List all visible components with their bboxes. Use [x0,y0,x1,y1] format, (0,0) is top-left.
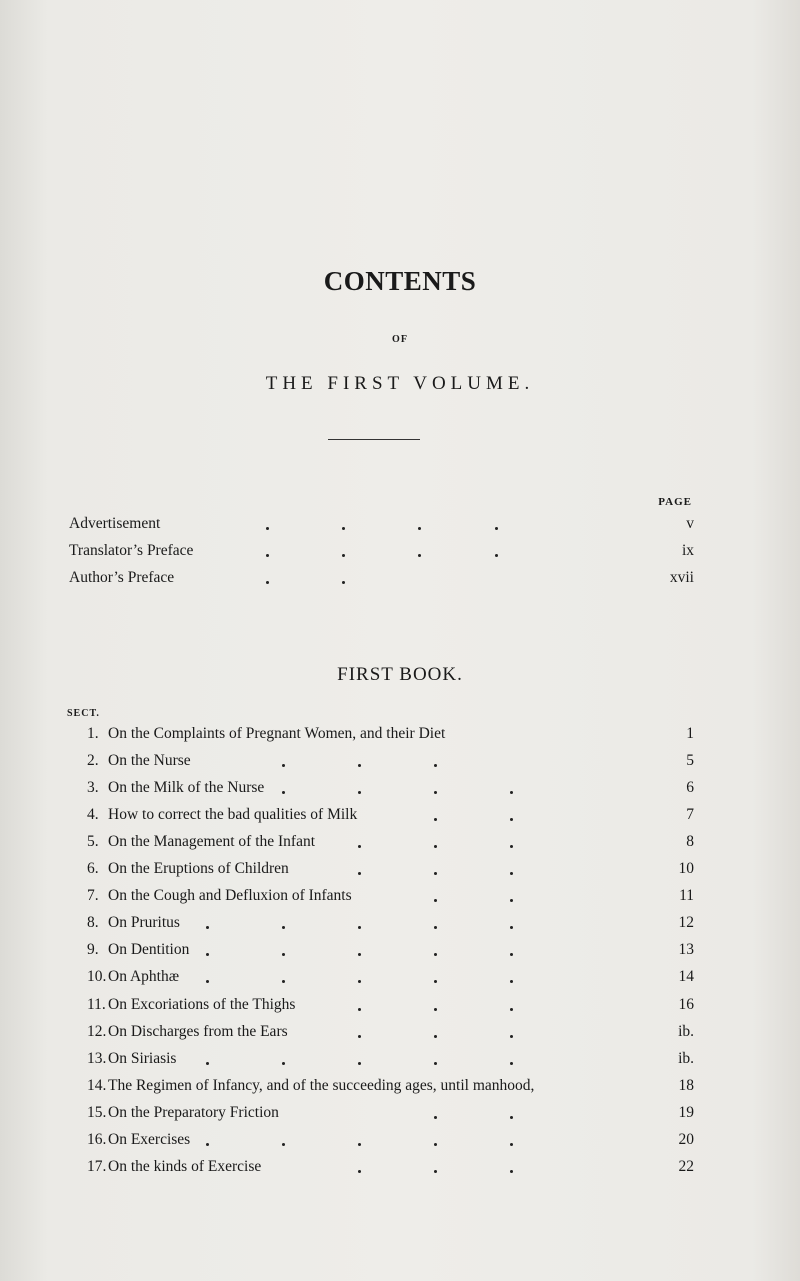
leader-dot [358,980,361,983]
leader-dot [282,926,285,929]
entry-label: Translator’s Preface [69,542,194,559]
entry-label: On the Management of the Infant [108,833,316,850]
leader-dot [418,554,421,557]
leader-dot [418,527,421,530]
leader-dot [358,1170,361,1173]
leader-dot [495,527,498,530]
leader-dot [358,872,361,875]
leader-dot [358,791,361,794]
page-subtitle: THE FIRST VOLUME. [265,373,535,394]
leader-dot [342,554,345,557]
entry-label: On Excoriations of the Thighs [108,996,296,1013]
title-rule [328,439,420,440]
leader-dot [495,554,498,557]
section-number: 2. [87,752,99,769]
leader-dot [434,899,437,902]
section-number: 8. [87,914,99,931]
section-entry [69,884,694,908]
entry-page-number: 7 [686,806,694,823]
section-entry [69,911,694,935]
section-entry [69,1101,694,1125]
section-entry [69,857,694,881]
leader-dot [434,980,437,983]
entry-label: On the Cough and Defluxion of Infants [108,887,352,904]
leader-dot [358,926,361,929]
entry-label: On the Nurse [108,752,191,769]
leader-dot [510,1116,513,1119]
leader-dot [434,926,437,929]
leader-dot [266,581,269,584]
leader-dot [358,1062,361,1065]
section-entry [69,749,694,773]
entry-page-number: 19 [678,1104,694,1121]
leader-dot [434,845,437,848]
entry-label: On the Milk of the Nurse [108,779,265,796]
leader-dot [282,953,285,956]
leader-dot [510,899,513,902]
entry-label: Advertisement [69,515,161,532]
entry-label: On Exercises [108,1131,191,1148]
entry-page-number: ib. [678,1023,694,1040]
section-number: 7. [87,887,99,904]
section-entry [69,722,694,746]
entry-page-number: 6 [686,779,694,796]
leader-dot [510,1008,513,1011]
section-number: 15. [87,1104,107,1121]
entry-page-number: 10 [678,860,694,877]
leader-dot [434,791,437,794]
leader-dot [358,1143,361,1146]
entry-label: On the kinds of Exercise [108,1158,262,1175]
leader-dot [434,872,437,875]
section-number: 9. [87,941,99,958]
title-of: OF [392,334,408,345]
entry-page-number: 1 [686,725,694,742]
leader-dot [510,1170,513,1173]
leader-dot [510,791,513,794]
leader-dot [434,1143,437,1146]
entry-page-number: 11 [679,887,694,904]
entry-page-number: xvii [669,569,694,586]
leader-dot [510,953,513,956]
section-number: 14. [87,1077,107,1094]
section-number: 17. [87,1158,107,1175]
leader-dot [206,953,209,956]
prelim-entry [69,539,694,563]
leader-dot [434,1062,437,1065]
section-entry [69,1155,694,1179]
section-entry [69,1074,694,1098]
entry-label: On Pruritus [108,914,180,931]
entry-label: Author’s Preface [69,569,175,586]
leader-dot [510,845,513,848]
entry-label: On Dentition [108,941,190,958]
section-number: 5. [87,833,99,850]
leader-dot [282,980,285,983]
section-number: 4. [87,806,99,823]
leader-dot [510,1035,513,1038]
entry-label: On Siriasis [108,1050,177,1067]
entry-page-number: 5 [686,752,694,769]
book-title: FIRST BOOK. [337,664,463,685]
section-number: 10. [87,968,107,985]
section-number: 13. [87,1050,107,1067]
entry-page-number: ix [681,542,694,559]
entry-page-number: 18 [678,1077,694,1094]
section-number: 16. [87,1131,107,1148]
leader-dot [434,1170,437,1173]
leader-dot [206,1143,209,1146]
entry-page-number: 14 [678,968,694,985]
entry-page-number: 12 [678,914,694,931]
leader-dot [434,818,437,821]
leader-dot [358,845,361,848]
leader-dot [358,764,361,767]
leader-dot [282,791,285,794]
leader-dot [434,764,437,767]
section-entry [69,1020,694,1044]
entry-label: On Aphthæ [108,968,180,985]
leader-dot [266,554,269,557]
section-entry [69,993,694,1017]
leader-dot [510,1062,513,1065]
leader-dot [510,926,513,929]
page-title: CONTENTS [323,266,477,296]
section-entry [69,803,694,827]
leader-dot [510,980,513,983]
leader-dot [510,818,513,821]
section-number: 11. [87,996,106,1013]
leader-dot [510,872,513,875]
entry-page-number: 22 [678,1158,694,1175]
leader-dot [358,1035,361,1038]
entry-page-number: ib. [678,1050,694,1067]
leader-dot [282,1143,285,1146]
entry-label: On Discharges from the Ears [108,1023,288,1040]
entry-page-number: v [686,515,694,532]
section-entry [69,776,694,800]
prelim-entry [69,512,694,536]
entry-page-number: 13 [678,941,694,958]
leader-dot [342,581,345,584]
leader-dot [342,527,345,530]
section-entry [69,1047,694,1071]
section-entry [69,938,694,962]
entry-label: On the Eruptions of Children [108,860,289,877]
leader-dot [434,1008,437,1011]
entry-label: The Regimen of Infancy, and of the succeeding ages, until manhood, [108,1077,535,1094]
leader-dot [282,764,285,767]
sect-header: SECT. [67,708,100,719]
leader-dot [434,953,437,956]
leader-dot [358,1008,361,1011]
section-entry [69,830,694,854]
leader-dot [434,1035,437,1038]
entry-label: On the Complaints of Pregnant Women, and their Diet [108,725,446,742]
leader-dot [206,980,209,983]
section-number: 6. [87,860,99,877]
leader-dot [434,1116,437,1119]
leader-dot [206,1062,209,1065]
leader-dot [206,926,209,929]
entry-page-number: 16 [678,996,694,1013]
leader-dot [282,1062,285,1065]
section-number: 12. [87,1023,107,1040]
section-number: 3. [87,779,99,796]
leader-dot [266,527,269,530]
entry-page-number: 8 [686,833,694,850]
section-number: 1. [87,725,99,742]
section-entry [69,1128,694,1152]
leader-dot [358,953,361,956]
entry-label: How to correct the bad qualities of Milk [108,806,358,823]
prelim-entry [69,566,694,590]
page-column-header: PAGE [658,496,692,508]
section-entry [69,965,694,989]
entry-label: On the Preparatory Friction [108,1104,279,1121]
entry-page-number: 20 [678,1131,694,1148]
leader-dot [510,1143,513,1146]
